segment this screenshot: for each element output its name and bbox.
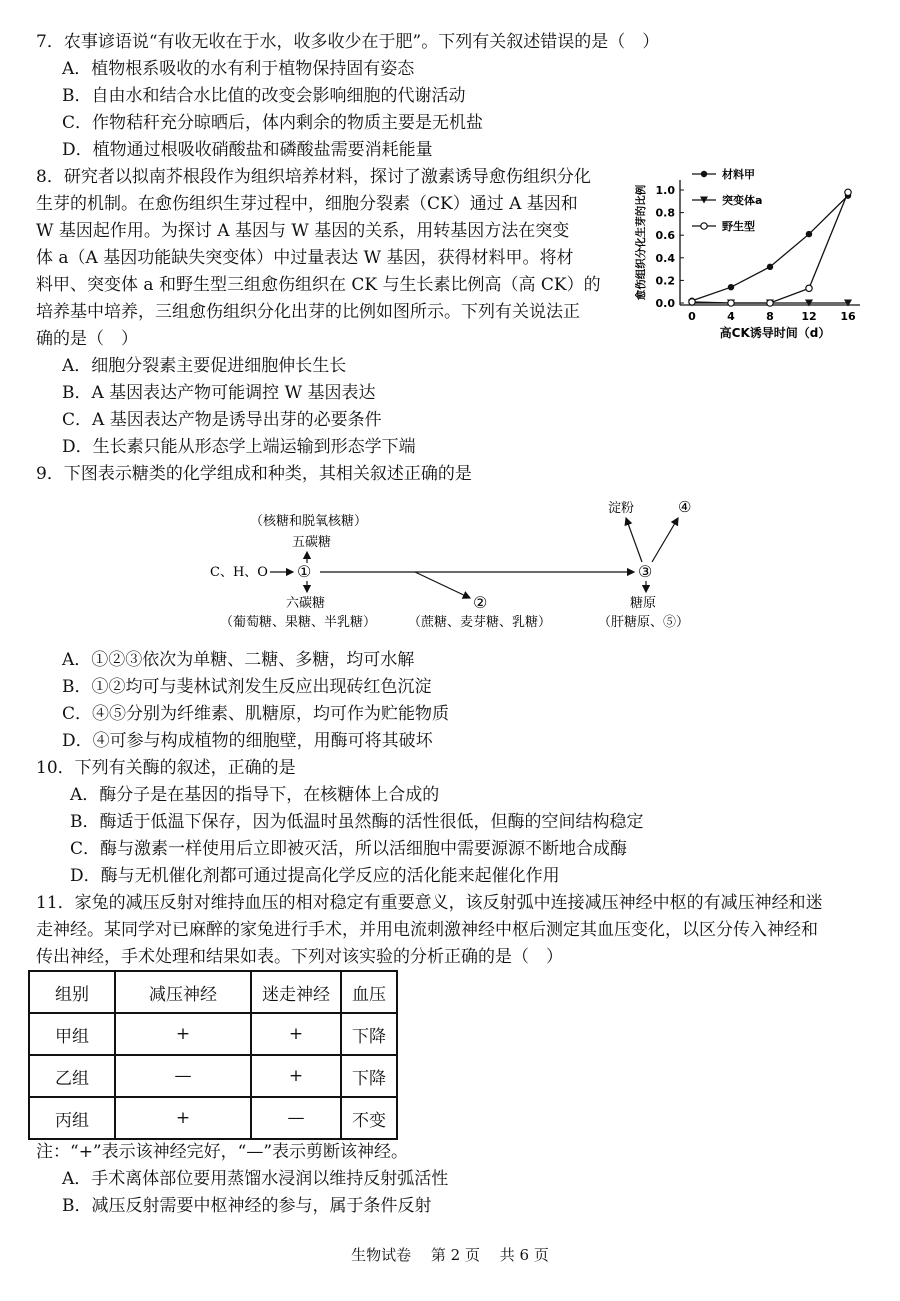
x-tick-label: 8 — [766, 310, 774, 323]
x-tick-label: 4 — [727, 310, 735, 323]
q7-option-d: D．植物通过根吸收硝酸盐和磷酸盐需要消耗能量 — [62, 140, 433, 160]
q9-option-a: A．①②③依次为单糖、二糖、多糖，均可水解 — [62, 650, 415, 670]
table-cell: + — [115, 1097, 251, 1139]
data-point-series-2 — [806, 285, 812, 291]
q8-line-3: W 基因起作用。为探讨 A 基因与 W 基因的关系，用转基因方法在突变 — [36, 221, 570, 241]
table-cell: 乙组 — [29, 1055, 115, 1097]
q8-line-5: 料甲、突变体 a 和野生型三组愈伤组织在 CK 与生长素比例高（高 CK）的 — [36, 275, 601, 295]
data-point-series-2 — [767, 300, 773, 306]
q10-stem: 10．下列有关酶的叙述，正确的是 — [36, 758, 296, 778]
legend-marker-0 — [701, 171, 707, 177]
x-tick-label: 12 — [801, 310, 817, 323]
node-3-to-node-4-arrow — [652, 518, 678, 562]
data-point-series-0 — [728, 284, 734, 290]
q10-option-b: B．酶适于低温下保存，因为低温时虽然酶的活性很低，但酶的空间结构稳定 — [70, 812, 644, 832]
hexose-group-label: （葡萄糖、果糖、半乳糖） — [220, 615, 377, 630]
y-axis-label: 愈伤组织分化生芽的比例 — [635, 184, 647, 301]
q9-option-b: B．①②均可与斐林试剂发生反应出现砖红色沉淀 — [62, 677, 432, 697]
table-cell: 丙组 — [29, 1097, 115, 1139]
q11-option-a: A．手术离体部位要用蒸馏水浸润以维持反射弧活性 — [62, 1169, 449, 1189]
q7-option-b: B．自由水和结合水比值的改变会影响细胞的代谢活动 — [62, 86, 466, 106]
table-header-cell: 减压神经 — [115, 971, 251, 1013]
y-tick-label: 0.0 — [655, 297, 675, 310]
disaccharide-group-label: （蔗糖、麦芽糖、乳糖） — [408, 615, 552, 630]
starch-label: 淀粉 — [608, 501, 635, 516]
q8-option-d: D．生长素只能从形态学上端运输到形态学下端 — [62, 437, 416, 457]
node-2-label: ② — [473, 593, 488, 612]
pentose-label: 五碳糖 — [292, 535, 332, 550]
q10-option-a: A．酶分子是在基因的指导下，在核糖体上合成的 — [70, 785, 440, 805]
table-cell: 下降 — [341, 1013, 397, 1055]
q7-stem: 7．农事谚语说“有收无收在于水，收多收少在于肥”。下列有关叙述错误的是（ ） — [36, 32, 660, 52]
q8-line-1: 8．研究者以拟南芥根段作为组织培养材料，探讨了激素诱导愈伤组织分化 — [36, 167, 591, 187]
q9-stem: 9．下图表示糖类的化学组成和种类，其相关叙述正确的是 — [36, 464, 472, 484]
page-footer: 生物试卷 第 2 页 共 6 页 — [351, 1246, 549, 1264]
elements-label: C、H、O — [210, 565, 268, 580]
node-1-to-node-2-arrow — [415, 572, 470, 598]
q8-line-2: 生芽的机制。在愈伤组织生芽过程中，细胞分裂素（CK）通过 A 基因和 — [36, 194, 578, 214]
data-point-series-0 — [806, 231, 812, 237]
sugar-classification-diagram — [200, 490, 580, 635]
table-cell: + — [115, 1013, 251, 1055]
table-header-cell: 组别 — [29, 971, 115, 1013]
y-tick-label: 1.0 — [655, 184, 675, 197]
y-tick-label: 0.2 — [655, 274, 675, 288]
table-row — [29, 1097, 397, 1139]
data-point-series-2 — [689, 299, 695, 305]
table-cell: 下降 — [341, 1055, 397, 1097]
y-tick-label: 0.6 — [655, 229, 675, 243]
sugar-diagram-right — [580, 490, 720, 635]
q8-line-7: 确的是（ ） — [36, 329, 138, 349]
q10-option-c: C．酶与激素一样使用后立即被灭活，所以活细胞中需要源源不断地合成酶 — [70, 839, 628, 859]
q8-option-a: A．细胞分裂素主要促进细胞伸长生长 — [62, 356, 347, 376]
table-cell: 甲组 — [29, 1013, 115, 1055]
node-3-label: ③ — [638, 562, 653, 581]
data-point-series-2 — [845, 189, 851, 195]
table-row — [29, 1055, 397, 1097]
q8-line-6: 培养基中培养，三组愈伤组织分化出芽的比例如图所示。下列有关说法正 — [36, 302, 580, 322]
legend-label-0: 材料甲 — [722, 168, 755, 181]
table-cell: — — [115, 1055, 251, 1097]
legend-label-1: 突变体a — [722, 194, 763, 207]
q7-option-c: C．作物秸秆充分晾晒后，体内剩余的物质主要是无机盐 — [62, 113, 484, 133]
table-cell: 不变 — [341, 1097, 397, 1139]
q11-note: 注：“+”表示该神经完好，“—”表示剪断该神经。 — [36, 1142, 409, 1162]
q11-option-b: B．减压反射需要中枢神经的参与，属于条件反射 — [62, 1196, 432, 1216]
table-cell: + — [251, 1013, 341, 1055]
q9-option-c: C．④⑤分别为纤维素、肌糖原，均可作为贮能物质 — [62, 704, 450, 724]
table-header-cell: 血压 — [341, 971, 397, 1013]
q8-line-4: 体 a（A 基因功能缺失突变体）中过量表达 W 基因，获得材料甲。将材 — [36, 248, 574, 268]
q11-line-2: 走神经。某同学对已麻醉的家兔进行手术，并用电流刺激神经中枢后测定其血压变化，以区分传入神经和 — [36, 920, 818, 940]
q8-option-c: C．A 基因表达产物是诱导出芽的必要条件 — [62, 410, 382, 430]
q11-line-1: 11．家兔的减压反射对维持血压的相对稳定有重要意义，该反射弧中连接减压神经中枢的有减压神经和迷 — [36, 893, 823, 913]
pentose-group-label: （核糖和脱氧核糖） — [250, 514, 368, 529]
data-point-series-0 — [767, 264, 773, 270]
table-cell: + — [251, 1055, 341, 1097]
table-row — [29, 1013, 397, 1055]
q11-results-table — [28, 970, 398, 1140]
table-cell: — — [251, 1097, 341, 1139]
glycogen-group-label: （肝糖原、⑤） — [598, 615, 690, 630]
legend-marker-2 — [701, 223, 707, 229]
data-point-series-2 — [728, 300, 734, 306]
x-tick-label: 16 — [840, 310, 856, 323]
x-axis-label: 高CK诱导时间（d） — [719, 326, 831, 340]
series-line-2 — [692, 192, 848, 303]
legend-label-2: 野生型 — [722, 220, 755, 233]
node-1-label: ① — [297, 562, 312, 581]
q11-line-3: 传出神经，手术处理和结果如表。下列对该实验的分析正确的是（ ） — [36, 947, 563, 967]
node-3-to-starch-arrow — [626, 518, 642, 562]
q8-line-chart — [630, 160, 890, 360]
hexose-label: 六碳糖 — [286, 596, 326, 611]
table-header-row — [29, 971, 397, 1013]
node-4-label: ④ — [678, 498, 692, 516]
y-tick-label: 0.4 — [655, 251, 675, 265]
q7-option-a: A．植物根系吸收的水有利于植物保持固有姿态 — [62, 59, 415, 79]
q9-option-d: D．④可参与构成植物的细胞壁，用酶可将其破坏 — [62, 731, 433, 751]
q10-option-d: D．酶与无机催化剂都可通过提高化学反应的活化能来起催化作用 — [70, 866, 560, 886]
table-header-cell: 迷走神经 — [251, 971, 341, 1013]
glycogen-label: 糖原 — [630, 596, 657, 611]
q8-option-b: B．A 基因表达产物可能调控 W 基因表达 — [62, 383, 376, 403]
x-tick-label: 0 — [688, 310, 696, 323]
y-tick-label: 0.8 — [655, 206, 675, 220]
